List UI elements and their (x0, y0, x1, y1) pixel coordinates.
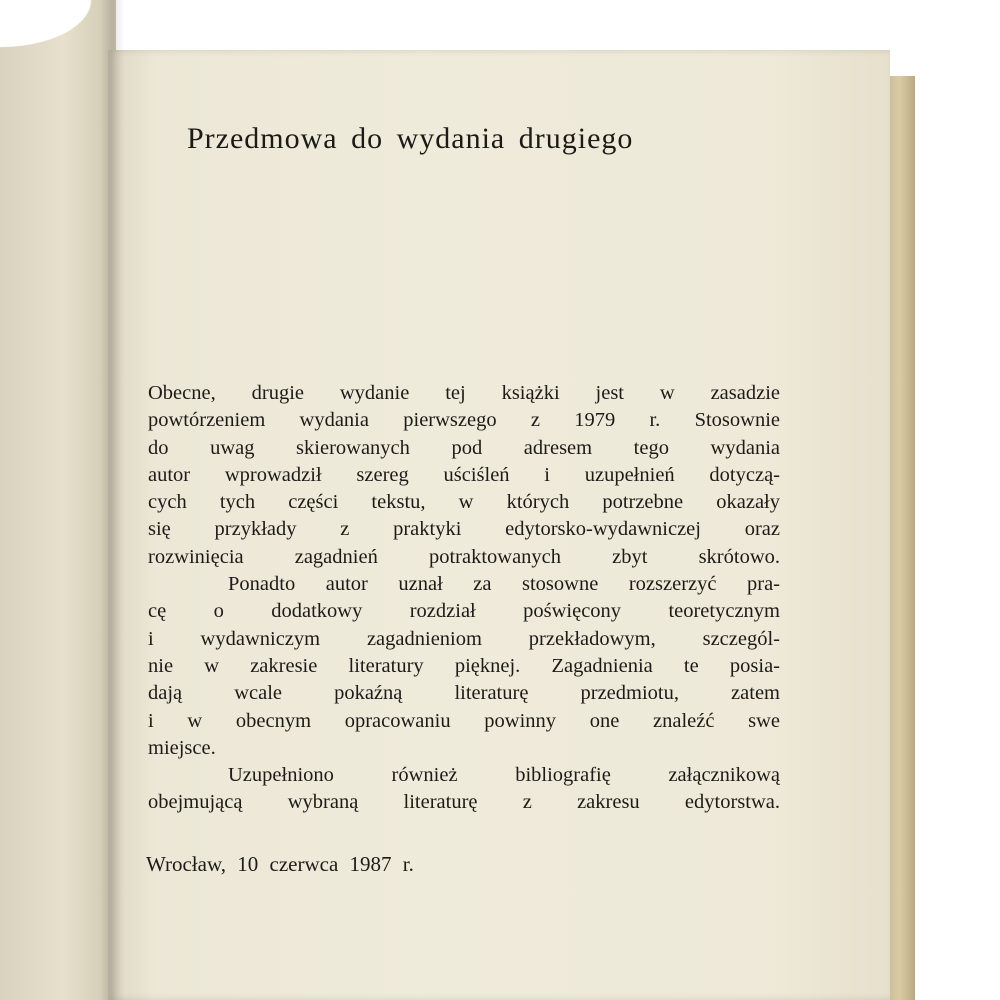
text-line: nie w zakresie literatury pięknej. Zagadnienia te posia- (148, 654, 780, 677)
text-line: się przykłady z praktyki edytorsko-wydawniczej oraz (148, 518, 780, 541)
place-and-date: Wrocław, 10 czerwca 1987 r. (146, 852, 414, 876)
text-line: obejmującą wybraną literaturę z zakresu edytorstwa. (148, 791, 780, 814)
left-page-curl (0, 0, 116, 60)
text-line: miejsce. (148, 736, 216, 759)
text-line: i w obecnym opracowaniu powinny one znaleźć swe (148, 709, 780, 732)
text-line: cę o dodatkowy rozdział poświęcony teoretycznym (148, 600, 780, 623)
text-line: do uwag skierowanych pod adresem tego wydania (148, 436, 780, 459)
text-line: i wydawniczym zagadnieniom przekładowym, szczegól- (148, 627, 780, 650)
text-line: rozwinięcia zagadnień potraktowanych zbyt skrótowo. (148, 545, 780, 568)
book-edge (888, 76, 915, 1000)
text-line: powtórzeniem wydania pierwszego z 1979 r. Stosownie (148, 409, 780, 432)
left-page (0, 0, 116, 1000)
page-title: Przedmowa do wydania drugiego (187, 122, 634, 155)
text-line: cych tych części tekstu, w których potrzebne okazały (148, 491, 780, 514)
text-line: autor wprowadził szereg uściśleń i uzupełnień dotyczą- (148, 463, 780, 486)
text-line: Obecne, drugie wydanie tej książki jest w zasadzie (148, 382, 780, 404)
text-line: Ponadto autor uznał za stosowne rozszerzyć pra- (228, 573, 780, 596)
text-line: Uzupełniono również bibliografię załącznikową (228, 764, 780, 787)
preface-text (148, 380, 780, 817)
text-line: dają wcale pokaźną literaturę przedmiotu, zatem (148, 682, 780, 705)
gutter-shadow (100, 0, 124, 1000)
